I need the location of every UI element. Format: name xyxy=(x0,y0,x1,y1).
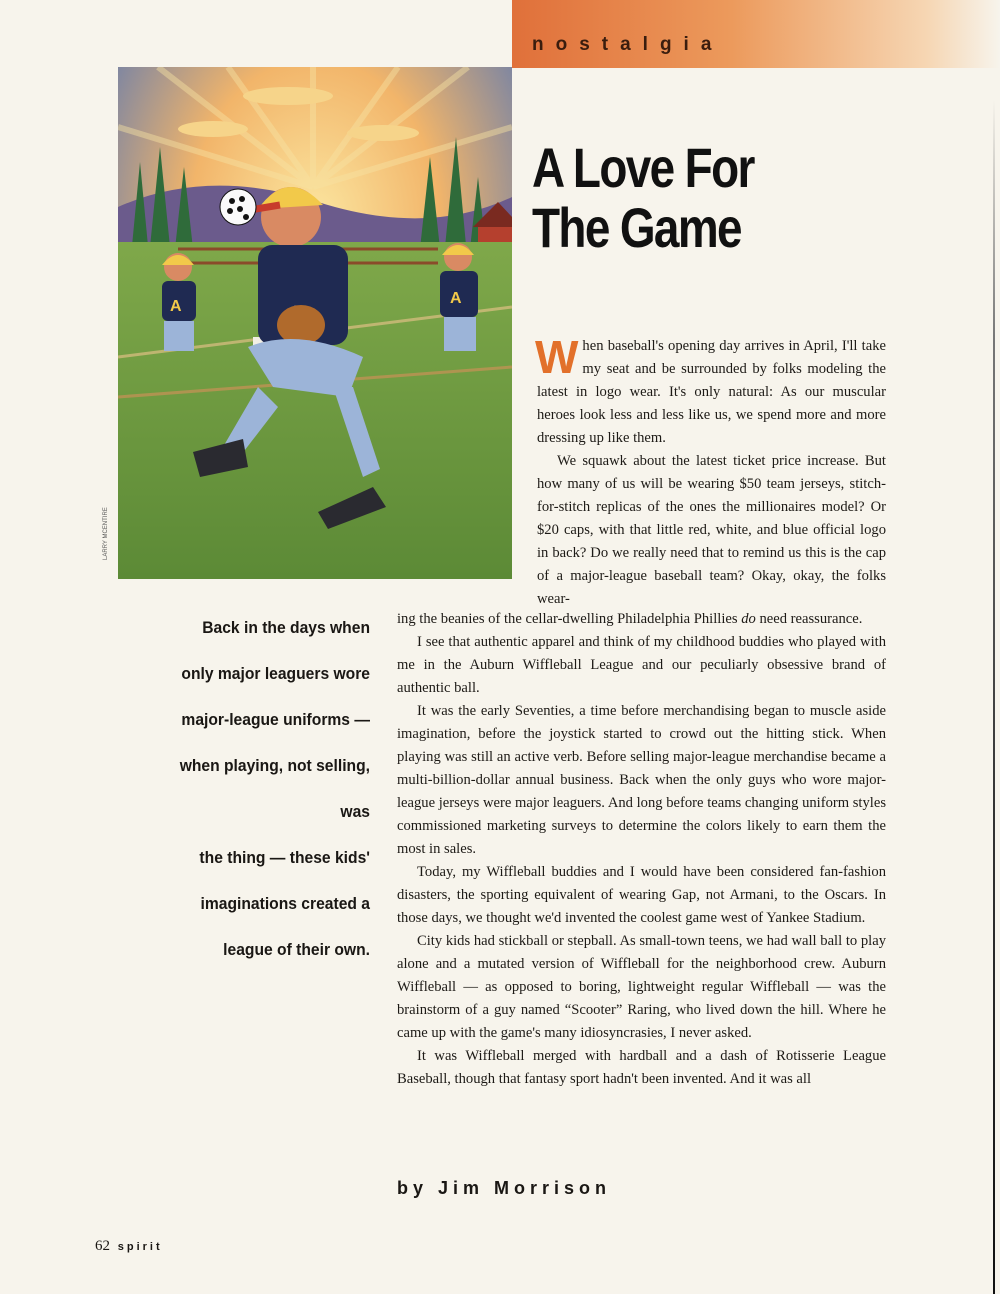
pull-quote-line: major-league uniforms — xyxy=(181,710,370,729)
paragraph-7: It was Wiffleball merged with hardball and a dash of Rotisserie League Baseball, though that fantasy sport hadn't been invented. And it was all xyxy=(397,1048,886,1087)
paragraph-1 xyxy=(535,331,886,450)
article-title xyxy=(532,138,893,258)
paragraph-continuation: ing the beanies of the cellar-dwelling Philadelphia Phillies do need reassurance. xyxy=(397,611,863,627)
drop-cap: W xyxy=(535,331,579,383)
pull-quote-line: the thing — these kids' xyxy=(199,848,370,867)
publication-name: spirit xyxy=(117,1241,163,1253)
pull-quote-line: Back in the days when xyxy=(202,618,370,637)
jersey-letter-right: A xyxy=(450,290,462,307)
paragraph-3: I see that authentic apparel and think of my childhood buddies who played with me in the Auburn Wiffleball League and our peculiarly obsessive brand of authentic ball. xyxy=(397,634,886,696)
paragraph-1-text: hen baseball's opening day arrives in April, I'll take my seat and be surrounded by folks modeling the latest in logo wear. It's only natural: As our muscular heroes look less and less like us, we spend more and more dressing up like them. xyxy=(537,338,886,446)
page-folio xyxy=(95,1238,163,1255)
paragraph-2: We squawk about the latest ticket price increase. But how many of us will be wearing $50 team jerseys, stitch-for-stitch replicas of the ones the millionaires model? Or $20 caps, with that little red, white, and blue official logo in back? Do we really need that to remind us this is the cap of a major-league baseball team? Okay, okay, the folks wear- xyxy=(537,453,886,607)
paragraph-5: Today, my Wiffleball buddies and I would have been considered fan-fashion disasters, the sporting equivalent of wearing Gap, not Armani, to the Oscars. In those days, we thought we'd invented the coolest game west of Yankee Stadium. xyxy=(397,864,886,926)
pull-quote-line: imaginations created a xyxy=(200,894,370,913)
paragraph-6: City kids had stickball or stepball. As small-town teens, we had wall ball to play alone and a mutated version of Wiffleball for the neighborhood crew. Auburn Wiffleball — as opposed to boring, lightweight regular Wiffleball — was the brainstorm of a guy named “Scooter” Raring, who lived down the hill. Where he came up with the game's many idiosyncrasies, I never asked. xyxy=(397,933,886,1041)
emphasis-word: do xyxy=(741,611,756,627)
paragraph-4: It was the early Seventies, a time before merchandising began to muscle aside imagination, before the joystick started to crowd out the hitting stick. When playing was still an active verb. Before selling major-league merchandise became a multi-billion-dollar annual business. Back when the only guys who wore major-league jerseys were major leaguers. And long before teams changing uniform styles commissioned marketing surveys to determine the colors likely to earn them the most in sales. xyxy=(397,703,886,857)
title-line-2: The Game xyxy=(532,196,741,259)
page-edge-shadow xyxy=(993,100,995,1294)
title-line-1: A Love For xyxy=(532,136,754,199)
jersey-letter-left: A xyxy=(170,298,182,315)
pull-quote-line: when playing, not selling, was xyxy=(179,756,370,821)
pull-quote xyxy=(130,605,370,973)
article-body-top xyxy=(535,331,886,611)
byline: by Jim Morrison xyxy=(397,1178,612,1198)
article-body-main xyxy=(397,608,886,1091)
illustration-credit: LARRY MCENTIRE xyxy=(103,507,109,560)
pull-quote-line: only major leaguers wore xyxy=(181,664,370,683)
baseball-illustration xyxy=(118,67,512,579)
pull-quote-line: league of their own. xyxy=(223,940,370,959)
section-label: nostalgia xyxy=(532,34,724,55)
page-number: 62 xyxy=(95,1238,110,1254)
